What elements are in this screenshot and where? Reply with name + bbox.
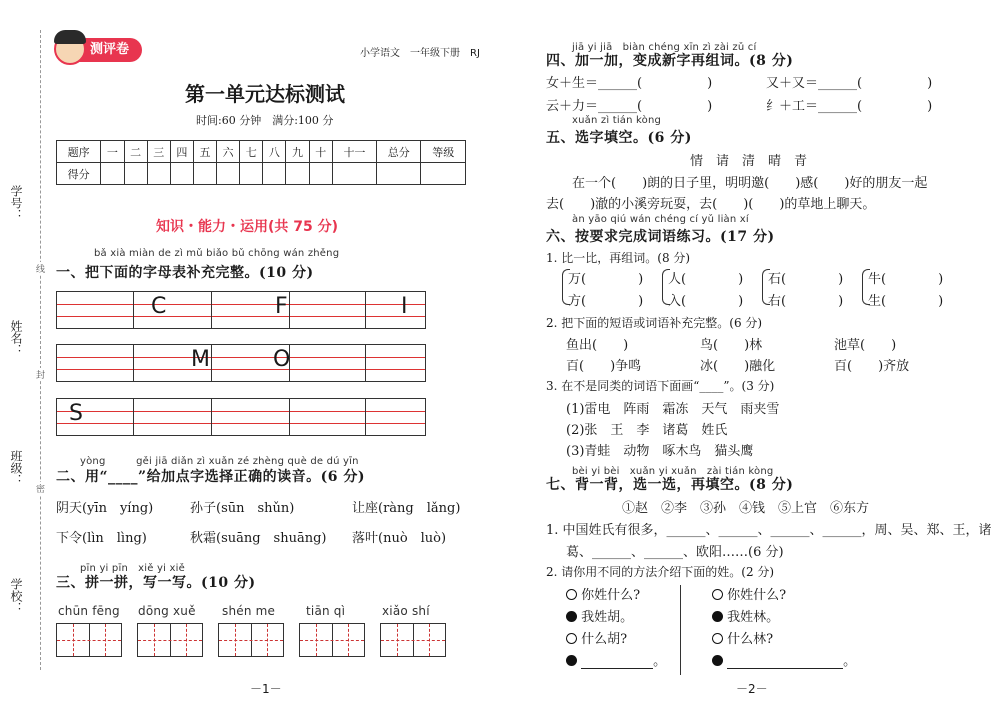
filled-circle-icon bbox=[566, 655, 577, 666]
binding-mark-line: 线 bbox=[36, 262, 45, 275]
score-cell: 一 bbox=[101, 141, 124, 163]
score-cell: 九 bbox=[286, 141, 309, 163]
pinyin-word: dōng xuě bbox=[138, 604, 196, 618]
mascot-hair-icon bbox=[54, 30, 86, 44]
score-input-cell[interactable] bbox=[421, 163, 466, 185]
word-group[interactable]: (1)雷电 阵雨 霜冻 天气 雨夹雪 bbox=[566, 402, 780, 417]
compare-word[interactable]: 生( ) bbox=[868, 294, 944, 309]
compare-word[interactable]: 牛( ) bbox=[868, 272, 944, 287]
compare-word[interactable]: 人( ) bbox=[668, 272, 744, 287]
compare-word[interactable]: 入( ) bbox=[668, 294, 744, 309]
circle-icon bbox=[566, 633, 577, 644]
score-input-cell[interactable] bbox=[240, 163, 263, 185]
q6-sub3-title: 3. 在不是同类的词语下面画“____”。(3 分) bbox=[546, 379, 775, 393]
score-input-cell[interactable] bbox=[377, 163, 421, 185]
q1-title: 一、把下面的字母表补充完整。(10 分) bbox=[56, 265, 314, 281]
word-group[interactable]: (2)张 王 李 诸葛 姓氏 bbox=[566, 423, 728, 438]
dialog-line: 你姓什么? bbox=[581, 588, 641, 603]
q7-title: 七、背一背，选一选，再填空。(8 分) bbox=[546, 477, 794, 493]
score-input-cell[interactable] bbox=[217, 163, 240, 185]
phrase-fill[interactable]: 鱼出( ) bbox=[566, 338, 629, 353]
pinyin-word: tiān qì bbox=[306, 604, 346, 618]
score-table-score-row bbox=[57, 163, 466, 185]
score-table-header-row bbox=[57, 141, 466, 163]
letter: F bbox=[275, 294, 288, 319]
score-cell: 题序 bbox=[57, 141, 101, 163]
compare-word[interactable]: 石( ) bbox=[768, 272, 844, 287]
pinyin-word: chūn fēng bbox=[58, 604, 120, 618]
reading-choice[interactable]: 让座(ràng lǎng) bbox=[352, 501, 461, 516]
time-and-score: 时间:60 分钟 满分:100 分 bbox=[196, 114, 334, 127]
page-title: 第一单元达标测试 bbox=[185, 82, 345, 106]
score-input-cell[interactable] bbox=[124, 163, 147, 185]
letter: O bbox=[273, 347, 291, 372]
word-group[interactable]: (3)青蛙 动物 啄木鸟 猫头鹰 bbox=[566, 444, 754, 459]
page-number-1: －1－ bbox=[250, 682, 282, 696]
score-cell: 总分 bbox=[377, 141, 421, 163]
q5-pinyin: xuǎn zì tián kòng bbox=[572, 115, 662, 126]
score-input-cell[interactable] bbox=[263, 163, 286, 185]
surname-fill-line-2[interactable]: 葛、______、______、欧阳……(6 分) bbox=[566, 545, 784, 560]
score-table bbox=[56, 140, 466, 185]
reading-choice[interactable]: 下令(lìn lìng) bbox=[56, 531, 147, 546]
add-char-item[interactable]: 纟＋工＝______( ) bbox=[766, 99, 933, 114]
section-header: 知识・能力・运用(共 75 分) bbox=[156, 219, 339, 235]
surname-fill-line-1[interactable]: 1. 中国姓氏有很多，______、______、______、______，周、吴、郑、王，诸 bbox=[546, 523, 992, 538]
binding-mark-secret: 密 bbox=[36, 482, 45, 495]
compare-word[interactable]: 万( ) bbox=[568, 272, 644, 287]
phrase-fill[interactable]: 百( )齐放 bbox=[834, 359, 910, 374]
test-badge: 测评卷 bbox=[60, 38, 142, 62]
dialog-answer-left[interactable]: 。 bbox=[566, 650, 666, 669]
score-cell: 六 bbox=[217, 141, 240, 163]
add-char-item[interactable]: 云＋力＝______( ) bbox=[546, 99, 713, 114]
four-line-grid-row-3[interactable] bbox=[56, 398, 426, 436]
fill-sentence-2[interactable]: 去( )澈的小溪旁玩耍，去( )( )的草地上聊天。 bbox=[546, 197, 876, 212]
score-input-cell[interactable] bbox=[332, 163, 376, 185]
dialog-line: 什么胡? bbox=[581, 632, 628, 647]
binding-mark-seal: 封 bbox=[36, 368, 45, 381]
q4-title: 四、加一加，变成新字再组词。(8 分) bbox=[546, 53, 794, 69]
class-label: 班级： bbox=[9, 450, 23, 486]
q2-pinyin: yòng gěi jiā diǎn zì xuǎn zé zhèng què de dú yīn bbox=[80, 456, 359, 467]
score-row-label: 得分 bbox=[57, 163, 101, 185]
score-cell: 七 bbox=[240, 141, 263, 163]
writing-box[interactable] bbox=[137, 623, 203, 657]
writing-box[interactable] bbox=[56, 623, 122, 657]
phrase-fill[interactable]: 鸟( )林 bbox=[700, 338, 763, 353]
circle-icon bbox=[712, 633, 723, 644]
fill-sentence-1[interactable]: 在一个( )朗的日子里，明明邀( )感( )好的朋友一起 bbox=[572, 176, 928, 191]
score-cell: 等级 bbox=[421, 141, 466, 163]
compare-word[interactable]: 右( ) bbox=[768, 294, 844, 309]
add-char-item[interactable]: 女＋生＝______( ) bbox=[546, 76, 713, 91]
letter: M bbox=[191, 347, 210, 372]
filled-circle-icon bbox=[712, 611, 723, 622]
compare-word[interactable]: 方( ) bbox=[568, 294, 644, 309]
phrase-fill[interactable]: 冰( )融化 bbox=[700, 359, 776, 374]
dialog-divider bbox=[680, 585, 681, 675]
score-cell: 八 bbox=[263, 141, 286, 163]
dialog-line: 我姓林。 bbox=[727, 610, 780, 625]
letter: C bbox=[151, 294, 167, 319]
writing-box[interactable] bbox=[380, 623, 446, 657]
pinyin-word: shén me bbox=[222, 604, 276, 618]
student-number-label: 学号： bbox=[9, 185, 23, 221]
score-input-cell[interactable] bbox=[309, 163, 332, 185]
char-choices: 情 请 清 晴 青 bbox=[690, 154, 808, 169]
dialog-line: 你姓什么? bbox=[727, 588, 787, 603]
reading-choice[interactable]: 落叶(nuò luò) bbox=[352, 531, 447, 546]
dialog-line: 我姓胡。 bbox=[581, 610, 634, 625]
add-char-item[interactable]: 又＋又＝______( ) bbox=[766, 76, 933, 91]
score-input-cell[interactable] bbox=[147, 163, 170, 185]
letter: I bbox=[401, 294, 408, 319]
surname-options: ①赵 ②李 ③孙 ④钱 ⑤上官 ⑥东方 bbox=[622, 501, 870, 516]
book-meta: 小学语文 一年级下册 RJ bbox=[360, 48, 480, 59]
filled-circle-icon bbox=[566, 611, 577, 622]
score-cell: 四 bbox=[170, 141, 193, 163]
circle-icon bbox=[566, 589, 577, 600]
school-label: 学校： bbox=[9, 578, 23, 614]
reading-choice[interactable]: 秋霜(suāng shuāng) bbox=[190, 531, 327, 546]
q7-sub2-title: 2. 请你用不同的方法介绍下面的姓。(2 分) bbox=[546, 565, 775, 579]
score-input-cell[interactable] bbox=[170, 163, 193, 185]
q3-title: 三、拼一拼，写一写。(10 分) bbox=[56, 575, 256, 591]
reading-choice[interactable]: 阴天(yīn yíng) bbox=[56, 501, 154, 516]
pinyin-word: xiǎo shí bbox=[382, 604, 430, 618]
score-cell: 三 bbox=[147, 141, 170, 163]
q6-title: 六、按要求完成词语练习。(17 分) bbox=[546, 229, 775, 245]
q7-pinyin: bèi yi bèi xuǎn yi xuǎn zài tián kòng bbox=[572, 466, 774, 477]
phrase-fill[interactable]: 百( )争鸣 bbox=[566, 359, 642, 374]
q6-pinyin: àn yāo qiú wán chéng cí yǔ liàn xí bbox=[572, 214, 749, 225]
q2-title: 二、用“____”给加点字选择正确的读音。(6 分) bbox=[56, 469, 365, 485]
dialog-answer-right[interactable]: 。 bbox=[712, 650, 856, 669]
q6-sub2-title: 2. 把下面的短语或词语补充完整。(6 分) bbox=[546, 316, 763, 330]
circle-icon bbox=[712, 589, 723, 600]
four-line-grid-row-2[interactable] bbox=[56, 344, 426, 382]
q3-pinyin: pīn yi pīn xiě yi xiě bbox=[80, 563, 185, 574]
score-input-cell[interactable] bbox=[101, 163, 124, 185]
q4-pinyin: jiā yi jiā biàn chéng xīn zì zài zǔ cí bbox=[572, 42, 757, 53]
q6-sub1-title: 1. 比一比，再组词。(8 分) bbox=[546, 251, 691, 265]
binding-dashed-line bbox=[40, 30, 41, 670]
letter: S bbox=[69, 401, 83, 426]
page-number-2: －2－ bbox=[736, 682, 768, 696]
writing-box[interactable] bbox=[218, 623, 284, 657]
score-cell: 十 bbox=[309, 141, 332, 163]
q5-title: 五、选字填空。(6 分) bbox=[546, 130, 692, 146]
score-cell: 十一 bbox=[332, 141, 376, 163]
reading-choice[interactable]: 孙子(sūn shǔn) bbox=[190, 501, 295, 516]
phrase-fill[interactable]: 池草( ) bbox=[834, 338, 897, 353]
q1-pinyin: bǎ xià miàn de zì mǔ biǎo bǔ chōng wán zhěng bbox=[94, 248, 340, 259]
dialog-line: 什么林? bbox=[727, 632, 774, 647]
writing-box[interactable] bbox=[299, 623, 365, 657]
score-cell: 五 bbox=[193, 141, 216, 163]
four-line-grid-row-1[interactable] bbox=[56, 291, 426, 329]
name-label: 姓名： bbox=[9, 320, 23, 356]
score-input-cell[interactable] bbox=[286, 163, 309, 185]
filled-circle-icon bbox=[712, 655, 723, 666]
score-input-cell[interactable] bbox=[193, 163, 216, 185]
score-cell: 二 bbox=[124, 141, 147, 163]
